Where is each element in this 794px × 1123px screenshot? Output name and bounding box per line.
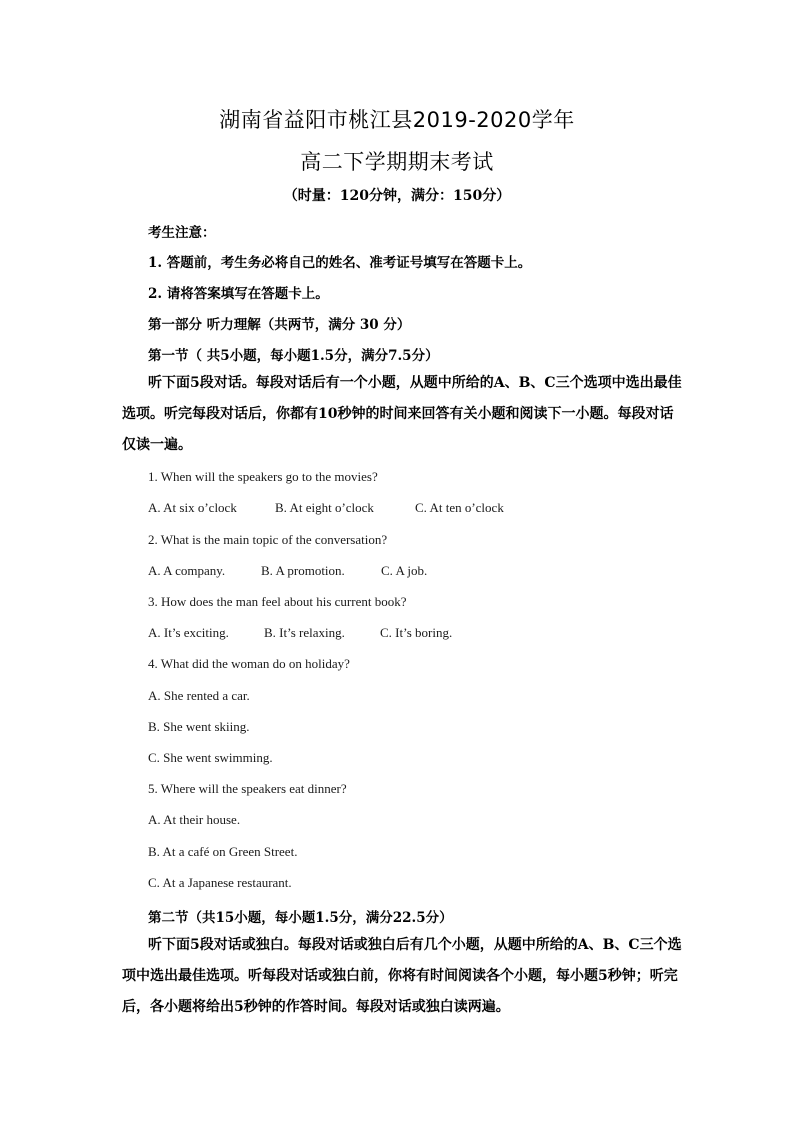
section1-instructions-text: 听下面5段对话。每段对话后有一个小题，从题中所给的A、B、C三个选项中选出最佳选项。听完每段对话后，你都有10秒钟的时间来回答有关小题和阅读下一小题。每段对话仅读一遍。: [122, 375, 682, 453]
question-2: 2. What is the main topic of the conversation?: [148, 532, 388, 547]
section2-instructions: [122, 930, 682, 1023]
question-3: 3. How does the man feel about his current book?: [148, 594, 407, 609]
question-1: 1. When will the speakers go to the movies?: [148, 469, 378, 484]
question-5-option-a: A. At their house.: [148, 812, 241, 827]
question-2-option-a: A. A company.: [148, 563, 226, 578]
question-3-option-b: B. It’s relaxing.: [264, 625, 345, 640]
question-1-options: [148, 500, 504, 516]
exam-title-line2: 高二下学期期末考试: [300, 150, 494, 174]
question-5: 5. Where will the speakers eat dinner?: [148, 781, 347, 796]
notice-heading: 考生注意：: [148, 225, 216, 241]
part1-heading: 第一部分 听力理解（共两节，满分 30 分）: [148, 317, 411, 333]
notice-item-2: 2. 请将答案填写在答题卡上。: [148, 286, 329, 302]
section1-instructions: [122, 368, 682, 461]
question-4-option-c: C. She went swimming.: [148, 750, 273, 765]
question-1-option-c: C. At ten o’clock: [415, 500, 504, 515]
question-4-option-a: A. She rented a car.: [148, 688, 250, 703]
question-1-option-a: A. At six o’clock: [148, 500, 237, 515]
question-2-option-c: C. A job.: [381, 563, 428, 578]
exam-subtitle: （时量：120分钟，满分：150分）: [283, 188, 511, 204]
question-3-option-a: A. It’s exciting.: [148, 625, 229, 640]
section2-instructions-text: 听下面5段对话或独白。每段对话或独白后有几个小题，从题中所给的A、B、C三个选项中选出最佳选项。听每段对话或独白前，你将有时间阅读各个小题，每小题5秒钟；听完后，各小题将给出5秒钟的作答时间。每段对话或独白读两遍。: [122, 937, 682, 1015]
question-3-option-c: C. It’s boring.: [380, 625, 453, 640]
question-5-option-c: C. At a Japanese restaurant.: [148, 875, 292, 890]
question-2-option-b: B. A promotion.: [261, 563, 345, 578]
question-3-options: [148, 625, 452, 641]
section2-heading: 第二节（共15小题，每小题1.5分，满分22.5分）: [148, 910, 453, 926]
question-4: 4. What did the woman do on holiday?: [148, 656, 350, 671]
question-5-option-b: B. At a café on Green Street.: [148, 844, 298, 859]
section1-heading: 第一节（ 共5小题，每小题1.5分，满分7.5分）: [148, 348, 439, 364]
question-2-options: [148, 563, 427, 579]
exam-title-line1: 湖南省益阳市桃江县2019-2020学年: [219, 108, 575, 132]
notice-item-1: 1. 答题前，考生务必将自己的姓名、准考证号填写在答题卡上。: [148, 255, 532, 271]
question-4-option-b: B. She went skiing.: [148, 719, 250, 734]
question-1-option-b: B. At eight o’clock: [275, 500, 374, 515]
